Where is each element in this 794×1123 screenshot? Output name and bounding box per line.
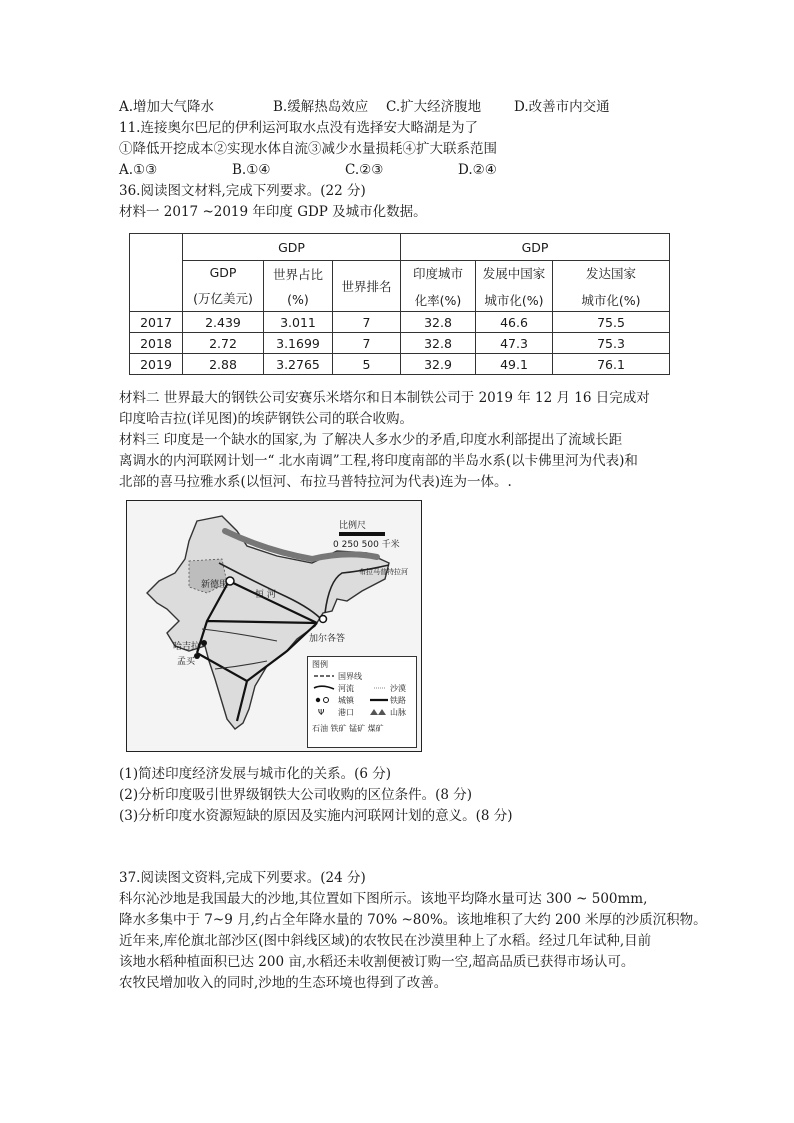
col-gdp-header: GDP (万亿美元) xyxy=(183,261,264,312)
ganges-label: 恒 河 xyxy=(255,590,276,600)
legend-rail: 铁路 xyxy=(390,696,406,705)
india-map xyxy=(126,500,422,752)
legend-mountain: 山脉 xyxy=(390,708,406,717)
q10-option-a: A.增加大气降水 xyxy=(119,99,215,115)
q10-option-b: B.缓解热岛效应 xyxy=(273,99,369,115)
brahmaputra-label: 布拉马普特拉河 xyxy=(359,568,408,576)
delhi-label: 新德里 xyxy=(201,580,229,590)
q36-subquestion-3: (3)分析印度水资源短缺的原因及实施内河联网计划的意义。(8 分) xyxy=(119,808,513,824)
legend-title: 图例 xyxy=(312,660,328,669)
q10-option-c: C.扩大经济腹地 xyxy=(386,99,482,115)
q37-paragraph-line3: 近年来,库伦旗北部沙区(图中斜线区域)的农牧民在沙漠里种上了水稻。经过几年试种,目前 xyxy=(119,933,652,949)
q11-items: ①降低开挖成本②实现水体自流③减少水量损耗④扩大联系范围 xyxy=(119,141,497,157)
q36-material3-line1: 材料三 印度是一个缺水的国家,为 了解决人多水少的矛盾,印度水利部提出了流域长距 xyxy=(119,432,623,448)
col-share-header: 世界占比 (%) xyxy=(264,261,333,312)
india-gdp-table xyxy=(129,233,670,375)
table-row: 2019 2.88 3.2765 5 32.9 49.1 76.1 xyxy=(130,354,670,375)
legend-border: 国界线 xyxy=(338,672,362,681)
q11-option-b: B.①④ xyxy=(232,162,271,178)
scale-title: 比例尺 xyxy=(339,521,367,531)
q37-title: 37.阅读图文资料,完成下列要求。(24 分) xyxy=(119,870,366,886)
q37-paragraph-line4: 该地水稻种植面积已达 200 亩,水稻还未收割便被订购一空,超高品质已获得市场认可。 xyxy=(119,954,635,970)
q36-subquestion-1: (1)简述印度经济发展与城市化的关系。(6 分) xyxy=(119,766,392,782)
q36-material2-line2: 印度哈吉拉(详见图)的埃萨钢铁公司的联合收购。 xyxy=(119,411,414,427)
q36-material2-line1: 材料二 世界最大的钢铁公司安赛乐米塔尔和日本制铁公司于 2019 年 12 月 16 日完成对 xyxy=(119,390,650,406)
q37-paragraph-line2: 降水多集中于 7~9 月,约占全年降水量的 70% ~80%。该地堆积了大约 200 米厚的沙质沉积物。 xyxy=(119,912,707,928)
table-group-header-1: GDP xyxy=(183,234,401,261)
q36-title: 36.阅读图文材料,完成下列要求。(22 分) xyxy=(119,183,366,199)
q37-paragraph-line1: 科尔沁沙地是我国最大的沙地,其位置如下图所示。该地平均降水量可达 300 ~ 500mm, xyxy=(119,891,648,907)
kolkata-marker xyxy=(320,616,327,623)
legend-port: 港口 xyxy=(338,708,354,717)
col-rank-header: 世界排名 xyxy=(333,261,401,312)
legend-resources: 石油 铁矿 锰矿 煤矿 xyxy=(312,724,384,733)
q10-options xyxy=(119,97,610,117)
mumbai-label: 孟买 xyxy=(177,657,196,667)
table-corner xyxy=(130,234,183,312)
table-group-header-2: GDP xyxy=(401,234,670,261)
q36-material3-line2: 离调水的内河联网计划一“ 北水南调”工程,将印度南部的半岛水系(以卡佛里河为代表)和 xyxy=(119,453,638,469)
table-row: 2017 2.439 3.011 7 32.8 46.6 75.5 xyxy=(130,312,670,333)
table-row: 2018 2.72 3.1699 7 32.8 47.3 75.3 xyxy=(130,333,670,354)
svg-text:Ψ: Ψ xyxy=(318,708,325,717)
q11-stem: 11.连接奥尔巴尼的伊利运河取水点没有选择安大略湖是为了 xyxy=(119,120,478,136)
q36-material3-line3: 北部的喜马拉雅水系(以恒河、布拉马普特拉河为代表)连为一体。. xyxy=(119,474,512,490)
scale-text: 0 250 500 千米 xyxy=(333,540,400,550)
q37-paragraph-line5: 农牧民增加收入的同时,沙地的生态环境也得到了改善。 xyxy=(119,975,448,991)
q36-material1: 材料一 2017 ~2019 年印度 GDP 及城市化数据。 xyxy=(119,204,427,220)
hazira-marker xyxy=(201,640,207,646)
legend-desert: 沙漠 xyxy=(390,684,406,693)
q11-options xyxy=(119,160,497,180)
q11-option-d: D.②④ xyxy=(458,162,497,178)
q11-option-a: A.①③ xyxy=(119,162,158,178)
map-legend xyxy=(307,656,417,748)
col-developing-header: 发展中国家 城市化(%) xyxy=(476,261,553,312)
q36-subquestion-2: (2)分析印度吸引世界级钢铁大公司收购的区位条件。(8 分) xyxy=(119,787,473,803)
kolkata-label: 加尔各答 xyxy=(309,634,346,644)
legend-river: 河流 xyxy=(338,684,354,693)
col-developed-header: 发达国家 城市化(%) xyxy=(553,261,670,312)
legend-symbols xyxy=(308,657,416,747)
col-india-header: 印度城市 化率(%) xyxy=(401,261,476,312)
legend-city: 城镇 xyxy=(338,696,354,705)
q10-option-d: D.改善市内交通 xyxy=(514,99,610,115)
hazira-label: 哈吉拉 xyxy=(173,642,201,652)
scale-bar xyxy=(339,532,385,536)
q11-option-c: C.②③ xyxy=(345,162,384,178)
